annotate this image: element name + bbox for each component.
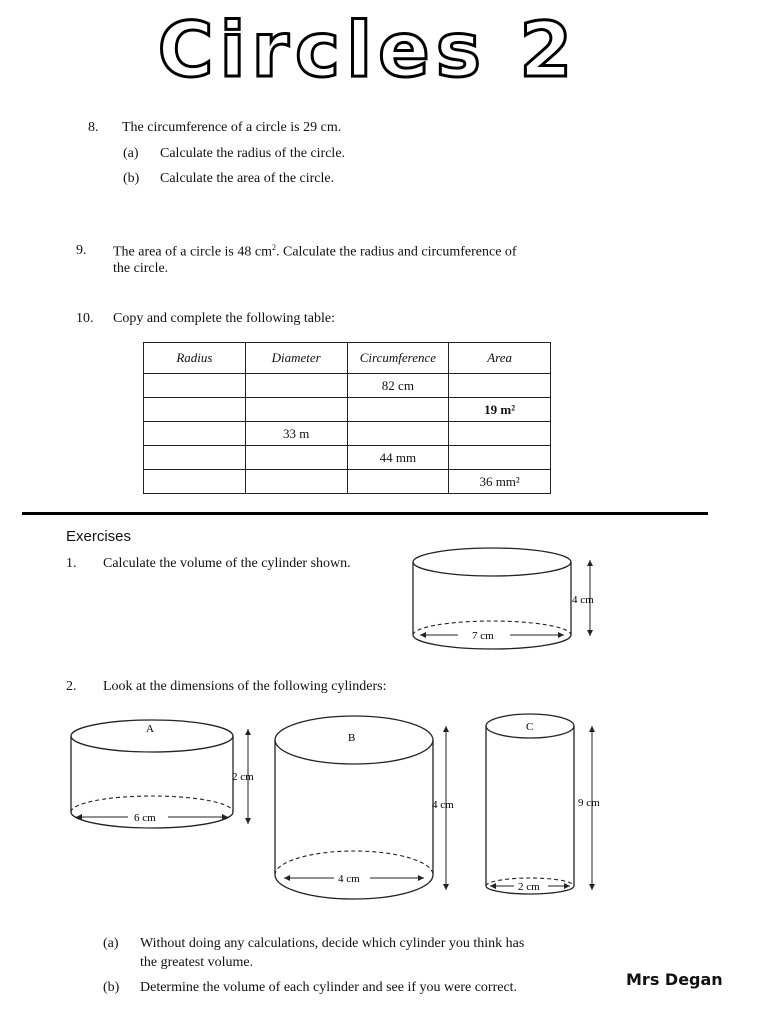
table-header-row (144, 343, 551, 374)
circle-table (143, 342, 551, 494)
q2-part-a-label: (a) (103, 936, 119, 951)
q9-text-line2: the circle. (113, 261, 169, 276)
exercise-1-number: 1. (66, 556, 77, 571)
table-cell (144, 446, 246, 470)
table-row (144, 398, 551, 422)
table-cell (144, 470, 246, 494)
header-area: Area (449, 343, 551, 374)
table-cell (449, 446, 551, 470)
page-title (88, 6, 648, 96)
q8-part-b-label: (b) (123, 171, 140, 186)
cylinder-a (68, 716, 268, 834)
cylinder-c-name: C (526, 721, 534, 733)
q8-part-b: Calculate the area of the circle. (160, 171, 335, 186)
exercise-2-number: 2. (66, 679, 77, 694)
cylinder-b-diameter-label: 4 cm (338, 873, 360, 885)
table-cell (449, 422, 551, 446)
cylinder-a-name: A (146, 723, 154, 735)
page-title-text: Circles 2 (157, 6, 579, 94)
cylinder-figure-q1 (410, 542, 610, 654)
header-circumference: Circumference (347, 343, 449, 374)
table-cell (347, 470, 449, 494)
header-radius: Radius (144, 343, 246, 374)
table-cell: 19 m² (449, 398, 551, 422)
table-cell: 33 m (245, 422, 347, 446)
q2-part-a-line2: the greatest volume. (140, 955, 254, 970)
q1-height-label: 4 cm (572, 594, 594, 606)
q8-number: 8. (88, 120, 99, 135)
section-divider (22, 512, 708, 515)
table-cell (347, 422, 449, 446)
q10-number: 10. (76, 311, 94, 326)
table-cell (144, 422, 246, 446)
q10-text: Copy and complete the following table: (113, 311, 336, 326)
table-cell: 82 cm (347, 374, 449, 398)
header-diameter: Diameter (245, 343, 347, 374)
table-cell (245, 374, 347, 398)
exercise-2-text: Look at the dimensions of the following cylinders: (103, 679, 387, 694)
q2-part-b: Determine the volume of each cylinder and see if you were correct. (140, 980, 518, 995)
table-row (144, 374, 551, 398)
q8-text: The circumference of a circle is 29 cm. (122, 120, 342, 135)
table-row (144, 470, 551, 494)
q1-diameter-label: 7 cm (472, 630, 494, 642)
q9-text-before: The area of a circle is 48 cm (113, 244, 272, 260)
cylinder-c-diameter-label: 2 cm (518, 881, 540, 893)
table-cell (245, 470, 347, 494)
table-row (144, 422, 551, 446)
q2-part-b-label: (b) (103, 980, 120, 995)
table-cell (347, 398, 449, 422)
q9-number: 9. (76, 243, 87, 258)
q9-sup: 2 (271, 243, 276, 252)
q9-text-after: . Calculate the radius and circumference of (275, 244, 517, 260)
table-cell (144, 374, 246, 398)
cylinder-a-height-label: 2 cm (232, 771, 254, 783)
cylinder-b-height-label: 4 cm (432, 799, 454, 811)
table-cell (245, 398, 347, 422)
table-cell (144, 398, 246, 422)
q8-part-a: Calculate the radius of the circle. (160, 146, 346, 161)
cylinder-c (484, 710, 614, 896)
cylinder-c-height-label: 9 cm (578, 797, 600, 809)
table-cell: 44 mm (347, 446, 449, 470)
cylinder-a-diameter-label: 6 cm (134, 812, 156, 824)
q8-part-a-label: (a) (123, 146, 139, 161)
q9-text (113, 243, 517, 261)
author-signature: Mrs Degan (626, 970, 723, 989)
q2-part-a-line1: Without doing any calculations, decide which cylinder you think has (140, 936, 525, 951)
table-row (144, 446, 551, 470)
cylinder-b (272, 712, 472, 908)
table-cell (245, 446, 347, 470)
table-cell (449, 374, 551, 398)
table-cell: 36 mm² (449, 470, 551, 494)
cylinder-b-name: B (348, 732, 356, 744)
exercises-heading: Exercises (66, 528, 132, 545)
exercise-1-text: Calculate the volume of the cylinder shown. (103, 556, 351, 571)
